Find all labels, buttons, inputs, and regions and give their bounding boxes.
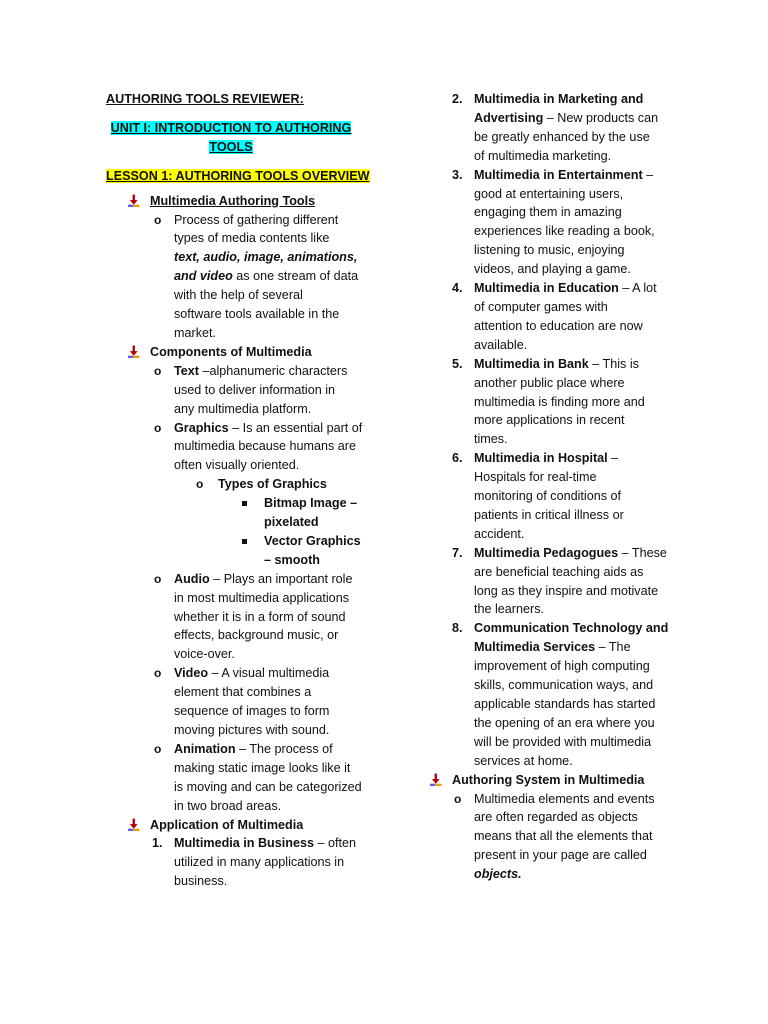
component-text-line: whether it is in a form of sound (174, 609, 346, 624)
application-text-line: good at entertaining users, (474, 186, 624, 201)
right-column (428, 90, 678, 884)
application-text-line: skills, communication ways, and (474, 678, 654, 693)
arrow-bullet-icon (128, 194, 140, 208)
arrow-bullet-icon (128, 345, 140, 359)
section-components (106, 343, 368, 816)
circle-bullet-icon: o (154, 212, 162, 227)
application-text-line: multimedia is finding more and (474, 394, 645, 409)
doc-title: AUTHORING TOOLS REVIEWER: (106, 92, 304, 106)
list-number: 2. (452, 92, 463, 106)
application-text-line: business. (174, 874, 228, 889)
component-text-line: in most multimedia applications (174, 590, 349, 605)
section1-line: software tools available in the (174, 307, 340, 322)
application-text-line: improvement of high computing (474, 659, 650, 674)
graphic-type-bitmap (218, 494, 368, 532)
component-audio (150, 570, 368, 665)
component-text-line: multimedia because humans are (174, 439, 357, 454)
component-animation (150, 740, 368, 816)
application-text-line: another public place where (474, 375, 625, 390)
graphic-type-line: Vector Graphics (264, 533, 361, 548)
application-text-line: – These (618, 545, 667, 560)
section1-line: Process of gathering different (174, 212, 339, 227)
list-number: 4. (452, 281, 463, 296)
application-text-line: available. (474, 337, 528, 352)
component-video (150, 664, 368, 740)
application-text-line: – The (595, 640, 631, 655)
authoring-text-line: are often regarded as objects (474, 810, 638, 825)
component-text-line: – Plays an important role (209, 571, 353, 586)
unit-heading-line1: UNIT I: INTRODUCTION TO AUTHORING (110, 120, 352, 135)
application-item-1 (150, 834, 368, 891)
component-text-line: moving pictures with sound. (174, 723, 330, 737)
circle-bullet-icon: o (454, 791, 462, 806)
component-text-line: effects, background music, or (174, 628, 339, 643)
application-item-6 (428, 449, 678, 544)
component-text-line: any multimedia platform. (174, 401, 312, 416)
application-text-line: attention to education are now (474, 318, 643, 333)
component-text-line: is moving and can be categorized (174, 779, 362, 794)
left-column (106, 90, 368, 891)
application-label: Multimedia in Hospital (474, 451, 608, 466)
application-text-line: listening to music, enjoying (474, 243, 625, 258)
application-label: Multimedia Pedagogues (474, 545, 619, 560)
component-text-line: element that combines a (174, 685, 312, 700)
component-text-line: often visually oriented. (174, 458, 300, 473)
component-label: Video (174, 666, 209, 681)
list-number: 8. (452, 621, 463, 636)
authoring-text-line: means that all the elements that (474, 829, 653, 844)
application-text-line: times. (474, 432, 508, 447)
application-text-line: of multimedia marketing. (474, 148, 612, 163)
section1-emphasis: text, audio, image, animations, (174, 250, 358, 265)
application-item-5 (428, 355, 678, 450)
application-text-line: long as they inspire and motivate (474, 583, 659, 598)
application-text-line: services at home. (474, 753, 573, 768)
graphic-type-line: Bitmap Image – (264, 496, 358, 511)
section1-emphasis: and video (174, 269, 233, 284)
application-item-2 (428, 90, 678, 166)
application-text-line: – This is (588, 356, 639, 371)
component-label: Animation (174, 741, 236, 756)
application-item-4 (428, 279, 678, 355)
application-text-line: will be provided with multimedia (474, 734, 652, 749)
component-text-line: used to deliver information in (174, 382, 336, 397)
circle-bullet-icon: o (154, 363, 162, 378)
application-text-line: applicable standards has started (474, 697, 656, 711)
types-heading: Types of Graphics (218, 477, 327, 492)
list-number: 3. (452, 167, 463, 182)
application-label: Multimedia in Bank (474, 356, 589, 371)
application-text-line: are beneficial teaching aids as (474, 564, 644, 579)
application-text-line: Hospitals for real-time (474, 470, 597, 485)
component-text-line: making static image looks like it (174, 760, 351, 775)
circle-bullet-icon: o (154, 571, 162, 586)
application-text-line: – often (313, 836, 356, 851)
component-text-line: –alphanumeric characters (202, 363, 348, 378)
section-application (106, 816, 368, 892)
arrow-bullet-icon (430, 773, 442, 787)
application-text-line: – (607, 451, 619, 466)
component-text-line: sequence of images to form (174, 704, 330, 719)
application-item-8 (428, 619, 678, 770)
section-authoring-system (428, 771, 678, 884)
application-text-line: – New products can (543, 110, 659, 125)
application-text-line: be greatly enhanced by the use (474, 129, 650, 144)
application-item-3 (428, 166, 678, 279)
authoring-system-body (452, 790, 678, 885)
application-text-line: more applications in recent (474, 413, 625, 428)
section-multimedia-authoring-tools (106, 192, 368, 343)
unit-heading-line2: TOOLS (209, 139, 253, 154)
section2-heading: Components of Multimedia (150, 344, 312, 359)
application-text-line: the learners. (474, 602, 545, 617)
section1-line: with the help of several (174, 288, 303, 303)
component-text (150, 362, 368, 419)
application-text-line: videos, and playing a game. (474, 262, 631, 277)
graphic-type-vector (218, 532, 368, 570)
application-text-line: engaging them in amazing (474, 205, 622, 220)
circle-bullet-icon: o (196, 477, 204, 492)
component-label: Text (174, 363, 199, 378)
lesson-heading: LESSON 1: AUTHORING TOOLS OVERVIEW (106, 168, 370, 183)
application-text-line: patients in critical illness or (474, 507, 624, 522)
square-bullet-icon (242, 501, 247, 506)
section1-line: types of media contents like (174, 231, 330, 246)
application-label: Advertising (474, 110, 544, 125)
application-label: Multimedia in Education (474, 281, 619, 296)
section3-heading: Application of Multimedia (150, 817, 304, 832)
section1-heading: Multimedia Authoring Tools (150, 193, 316, 208)
component-label: Graphics (174, 420, 229, 435)
application-label: Multimedia Services (474, 640, 596, 655)
component-text-line: voice-over. (174, 647, 235, 662)
application-item-7 (428, 544, 678, 620)
graphic-type-line: – smooth (264, 552, 320, 567)
application-text-line: – A lot (618, 281, 657, 296)
component-label: Audio (174, 571, 210, 586)
section1-line: market. (174, 325, 216, 340)
list-number: 5. (452, 356, 463, 371)
application-text-line: of computer games with (474, 299, 608, 314)
component-text-line: – A visual multimedia (208, 666, 330, 681)
application-text-line: – (642, 167, 654, 182)
list-number: 1. (152, 836, 163, 851)
list-number: 7. (452, 545, 463, 560)
component-text-line: in two broad areas. (174, 798, 282, 813)
section4-heading: Authoring System in Multimedia (452, 772, 645, 787)
component-text-line: – The process of (235, 741, 333, 756)
graphic-type-line: pixelated (264, 515, 319, 530)
application-label: Multimedia in Entertainment (474, 167, 643, 182)
authoring-text-line: present in your page are called (474, 848, 647, 863)
component-text-line: – Is an essential part of (228, 420, 363, 435)
section1-line: as one stream of data (232, 269, 359, 284)
application-label: Communication Technology and (474, 621, 669, 636)
application-label: Multimedia in Business (174, 836, 314, 851)
circle-bullet-icon: o (154, 666, 162, 681)
application-text-line: accident. (474, 526, 525, 541)
application-text-line: experiences like reading a book, (474, 224, 655, 239)
component-graphics (150, 419, 368, 570)
authoring-emphasis: objects. (474, 867, 522, 882)
application-text-line: monitoring of conditions of (474, 489, 622, 504)
types-of-graphics (174, 475, 368, 570)
square-bullet-icon (242, 539, 247, 544)
circle-bullet-icon: o (154, 741, 162, 756)
application-text-line: utilized in many applications in (174, 855, 345, 870)
circle-bullet-icon: o (154, 420, 162, 435)
application-text-line: the opening of an era where you (474, 715, 655, 730)
authoring-text-line: Multimedia elements and events (474, 791, 655, 806)
list-number: 6. (452, 451, 463, 466)
application-label: Multimedia in Marketing and (474, 92, 644, 106)
arrow-bullet-icon (128, 818, 140, 832)
